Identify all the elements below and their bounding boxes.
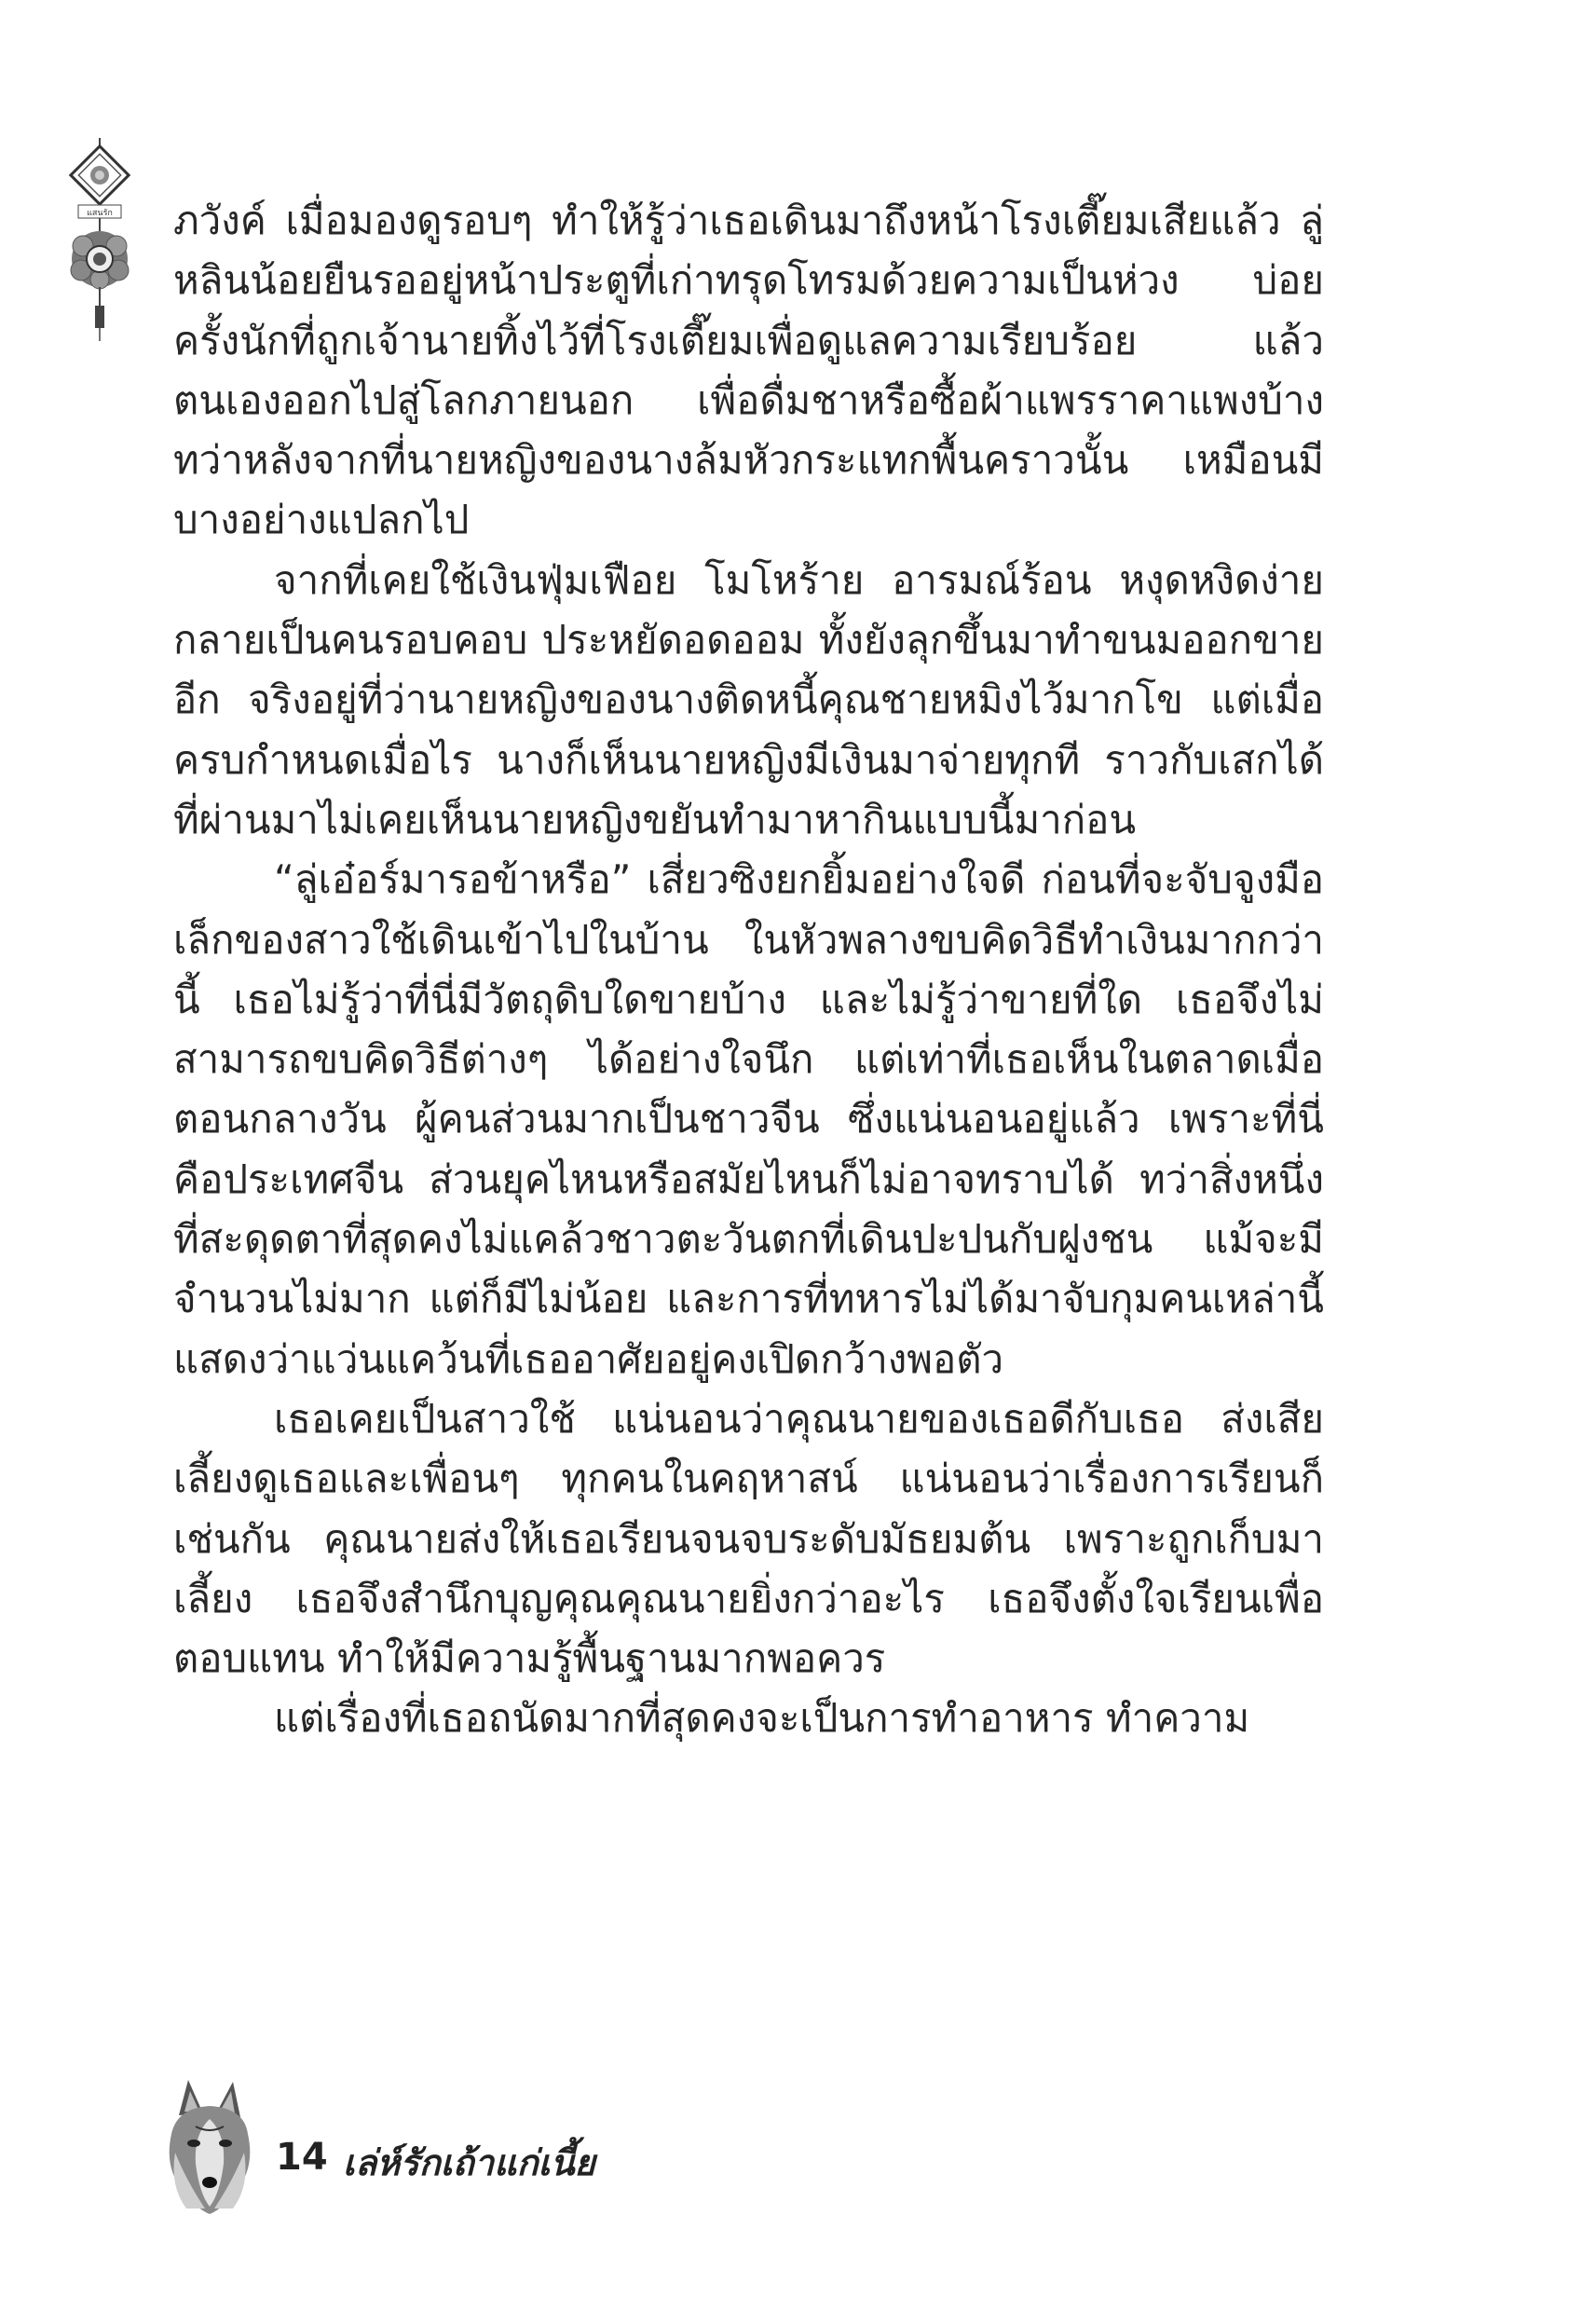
husky-wolf-icon (158, 2078, 261, 2218)
chinese-knot-ornament-icon (67, 138, 132, 343)
paragraph: แต่เรื่องที่เธอถนัดมากที่สุดคงจะเป็นการทำอาหาร ทำความ (274, 1695, 1250, 1742)
body-text (173, 191, 1324, 1749)
page-footer (158, 2078, 811, 2218)
paragraph: ภวังค์ เมื่อมองดูรอบๆ ทำให้รู้ว่าเธอเดินมาถึงหน้าโรงเตี๊ยมเสียแล้ว ลู่หลินน้อยยืนรออยู่หน้าประตูที่เก่าทรุดโทรมด้วยความเป็นห่วง บ่อยครั้งนักที่ถูกเจ้านายทิ้งไว้ที่โรงเตี๊ยมเพื่อดูแลความเรียบร้อย แล้วตนเองออกไปสู่โลกภายนอก เพื่อดื่มชาหรือซื้อผ้าแพรราคาแพงบ้าง ทว่าหลังจากที่นายหญิงของนางล้มหัวกระแทกพื้นคราวนั้น เหมือนมีบางอย่างแปลกไป (173, 198, 1324, 543)
paragraph: “ลู่เอ๋อร์มารอข้าหรือ” เสี่ยวซิงยกยิ้มอย่างใจดี ก่อนที่จะจับจูงมือเล็กของสาวใช้เดินเข้าไปในบ้าน ในหัวพลางขบคิดวิธีทำเงินมากกว่านี้ เธอไม่รู้ว่าที่นี่มีวัตถุดิบใดขายบ้าง และไม่รู้ว่าขายที่ใด เธอจึงไม่สามารถขบคิดวิธีต่างๆ ได้อย่างใจนึก แต่เท่าที่เธอเห็นในตลาดเมื่อตอนกลางวัน ผู้คนส่วนมากเป็นชาวจีน ซึ่งแน่นอนอยู่แล้ว เพราะที่นี่คือประเทศจีน ส่วนยุคไหนหรือสมัยไหนก็ไม่อาจทราบได้ ทว่าสิ่งหนึ่งที่สะดุดตาที่สุดคงไม่แคล้วชาวตะวันตกที่เดินปะปนกับฝูงชน แม้จะมีจำนวนไม่มาก แต่ก็มีไม่น้อย และการที่ทหารไม่ได้มาจับกุมคนเหล่านี้ แสดงว่าแว่นแคว้นที่เธออาศัยอยู่คงเปิดกว้างพอตัว (173, 856, 1324, 1382)
paragraph: จากที่เคยใช้เงินฟุ่มเฟือย โมโหร้าย อารมณ์ร้อน หงุดหงิดง่าย กลายเป็นคนรอบคอบ ประหยัดอดออม ทั้งยังลุกขึ้นมาทำขนมออกขายอีก จริงอยู่ที่ว่านายหญิงของนางติดหนี้คุณชายหมิงไว้มากโข แต่เมื่อครบกำหนดเมื่อไร นางก็เห็นนายหญิงมีเงินมาจ่ายทุกที ราวกับเสกได้ ที่ผ่านมาไม่เคยเห็นนายหญิงขยันทำมาหากินแบบนี้มาก่อน (173, 556, 1324, 842)
book-title: เล่ห์รักเถ้าแก่เนี้ย (343, 2141, 595, 2183)
paragraph: เธอเคยเป็นสาวใช้ แน่นอนว่าคุณนายของเธอดีกับเธอ ส่งเสียเลี้ยงดูเธอและเพื่อนๆ ทุกคนในคฤหาสน์ แน่นอนว่าเรื่องการเรียนก็เช่นกัน คุณนายส่งให้เธอเรียนจนจบระดับมัธยมต้น เพราะถูกเก็บมาเลี้ยง เธอจึงสำนึกบุญคุณคุณนายยิ่งกว่าอะไร เธอจึงตั้งใจเรียนเพื่อตอบแทน ทำให้มีความรู้พื้นฐานมากพอควร (173, 1395, 1324, 1682)
page-number: 14 (276, 2136, 328, 2179)
ornament-label: แสนรัก (87, 209, 113, 218)
